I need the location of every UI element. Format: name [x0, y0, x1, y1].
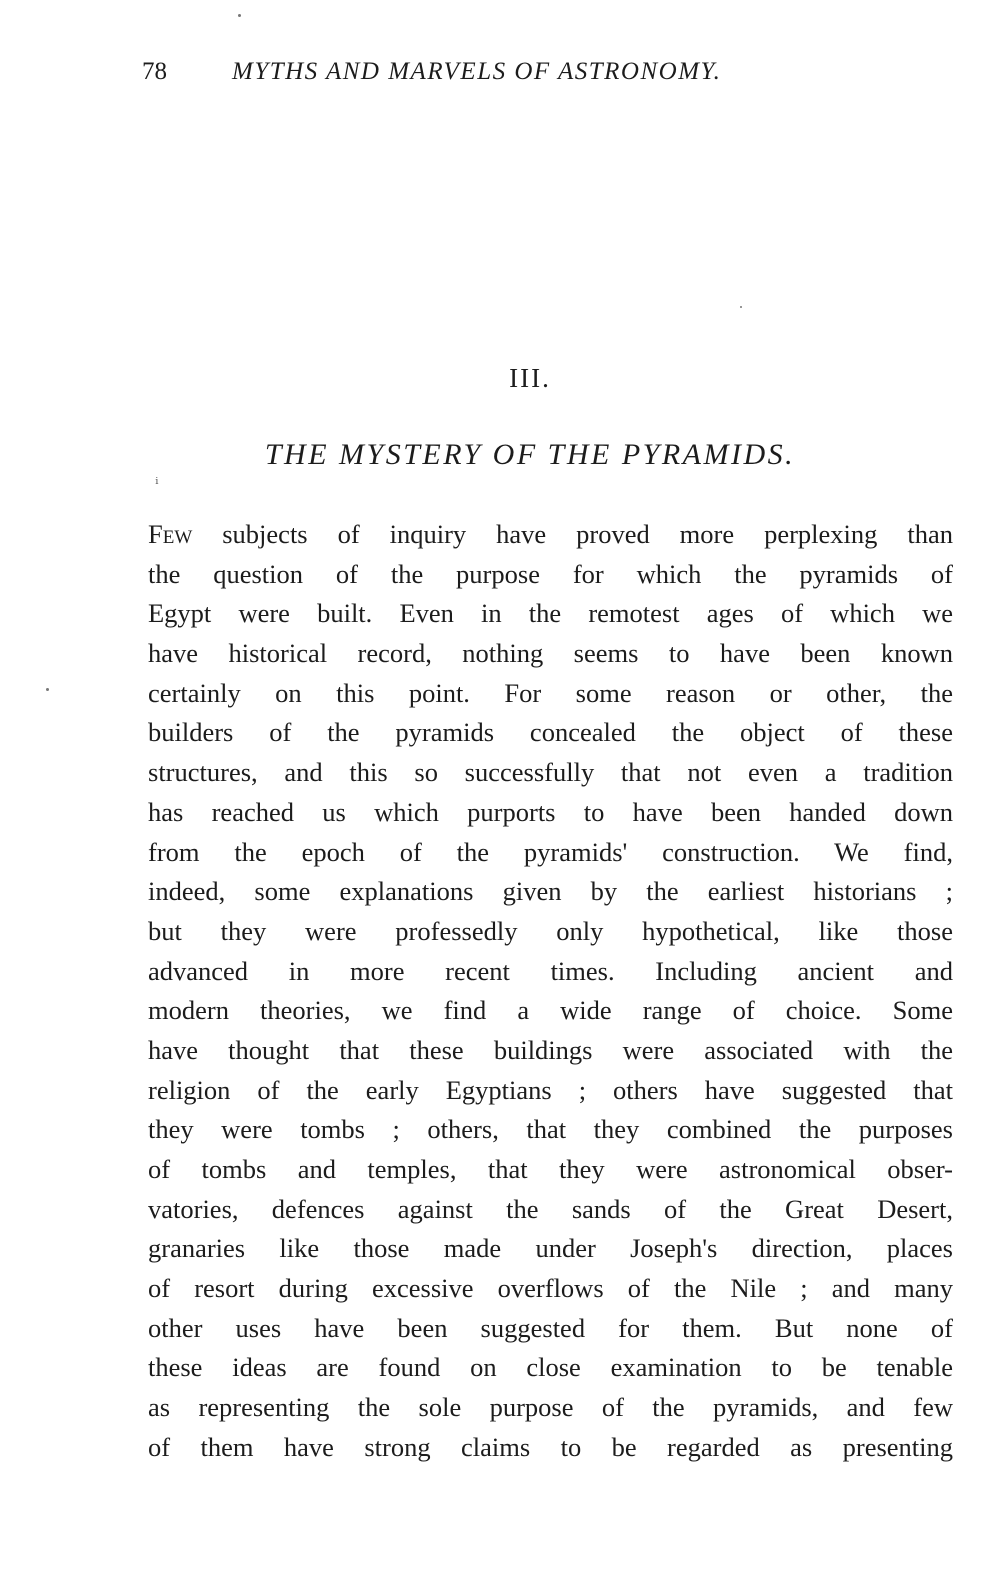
running-head [142, 52, 962, 92]
opening-word: Few [148, 519, 193, 549]
body-line: religion of the early Egyptians ; others have suggested that [148, 1074, 953, 1105]
page-number: 78 [142, 58, 167, 85]
body-line: builders of the pyramids concealed the object of these [148, 717, 953, 748]
body-text [148, 515, 953, 1468]
paper-speck [740, 306, 742, 308]
body-line: modern theories, we find a wide range of choice. Some [148, 995, 953, 1026]
body-line: the question of the purpose for which the pyramids of [148, 558, 953, 589]
body-line: of resort during excessive overflows of the Nile ; and many [148, 1273, 953, 1304]
body-line: granaries like those made under Joseph's direction, places [148, 1233, 953, 1264]
body-line: of them have strong claims to be regarded as presenting [148, 1431, 953, 1462]
opening-line-text: subjects of inquiry have proved more perplexing than [192, 519, 953, 549]
body-line: from the epoch of the pyramids' construction. We find, [148, 836, 953, 867]
body-line: as representing the sole purpose of the pyramids, and few [148, 1392, 953, 1423]
paper-speck [46, 688, 49, 691]
body-line: these ideas are found on close examination to be tenable [148, 1352, 953, 1383]
body-line: advanced in more recent times. Including ancient and [148, 955, 953, 986]
body-line: Egypt were built. Even in the remotest ages of which we [148, 598, 953, 629]
running-title: MYTHS AND MARVELS OF ASTRONOMY. [232, 58, 722, 85]
body-line: have historical record, nothing seems to have been known [148, 638, 953, 669]
body-line: structures, and this so successfully that not even a tradition [148, 757, 953, 788]
body-line: but they were professedly only hypothetical, like those [148, 915, 953, 946]
body-line: has reached us which purports to have been handed down [148, 796, 953, 827]
body-line [148, 515, 953, 555]
body-line: have thought that these buildings were associated with the [148, 1034, 953, 1065]
body-line: indeed, some explanations given by the earliest historians ; [148, 876, 953, 907]
body-line: certainly on this point. For some reason or other, the [148, 677, 953, 708]
body-line: they were tombs ; others, that they combined the purposes [148, 1114, 953, 1145]
print-mark: ⁱ [152, 476, 159, 493]
chapter-number: III. [509, 363, 551, 393]
body-line: of tombs and temples, that they were astronomical obser- [148, 1154, 953, 1184]
paper-speck [238, 14, 241, 17]
chapter-title: THE MYSTERY OF THE PYRAMIDS. [264, 438, 796, 471]
body-line: vatories, defences against the sands of the Great Desert, [148, 1193, 953, 1224]
body-line: other uses have been suggested for them. But none of [148, 1312, 953, 1343]
